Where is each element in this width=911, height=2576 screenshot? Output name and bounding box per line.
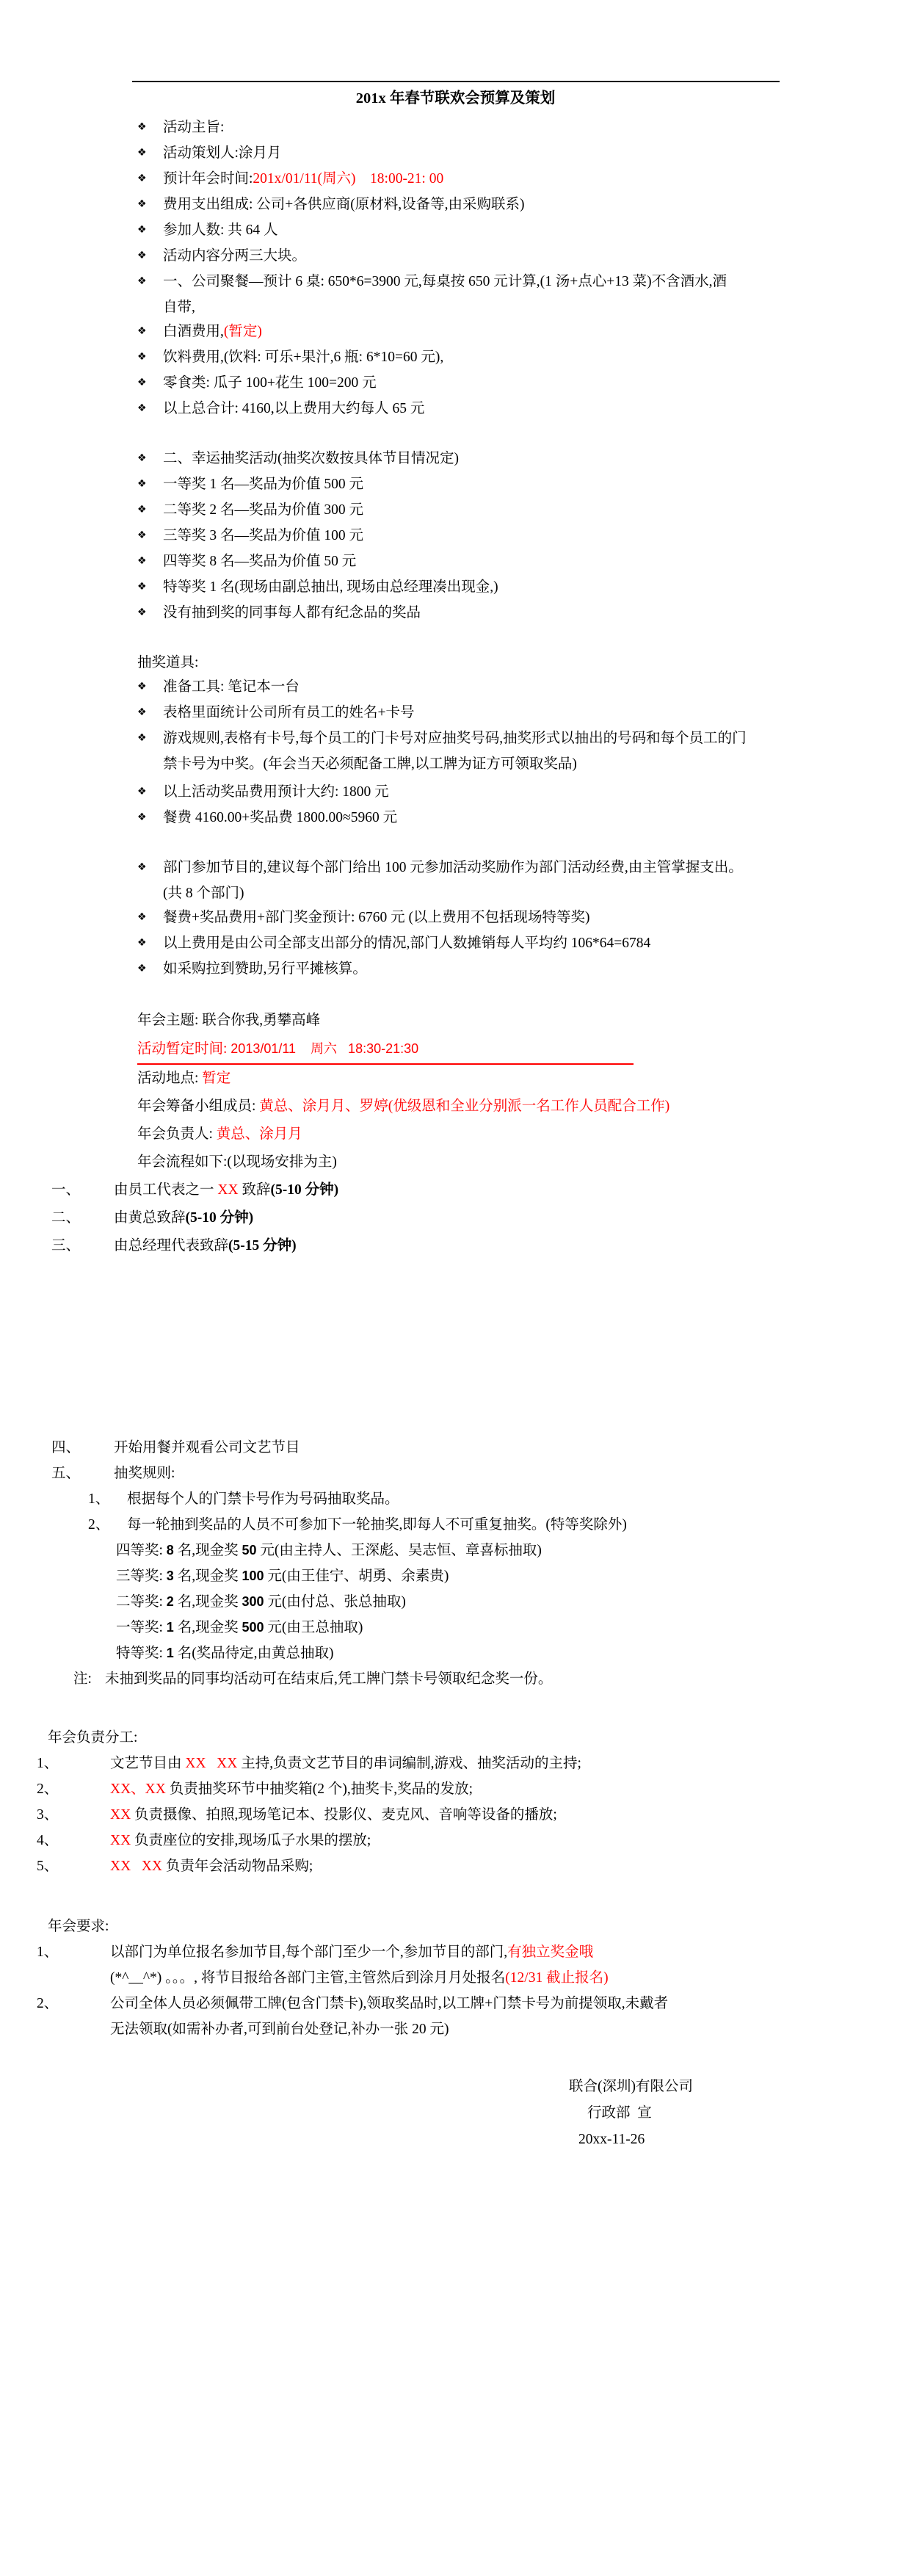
text-segment: 名,现金奖: [173, 1594, 242, 1610]
list-marker: 一、: [51, 1182, 81, 1198]
bullet-diamond-icon: ❖: [137, 147, 147, 159]
text-segment: 元(由主持人、王深彪、吴志恒、章喜标抽取): [256, 1543, 542, 1558]
text-segment: 零食类: 瓜子 100+花生 100=200 元: [163, 375, 377, 391]
bullet-item: [0, 371, 911, 397]
text-segment: 年会筹备小组成员:: [137, 1099, 260, 1114]
bullet-item: [0, 167, 911, 192]
text-segment: 二等奖 2 名—奖品为价值 300 元: [163, 502, 364, 518]
sub-item: [0, 1486, 911, 1512]
text-line: [0, 1725, 911, 1751]
text-segment: 预计年会时间:: [163, 171, 253, 187]
list-marker: 1、: [37, 1944, 59, 1960]
list-marker: 4、: [37, 1833, 59, 1848]
text-segment: 游戏规则,表格有卡号,每个员工的门卡号对应抽奖号码,抽奖形式以抽出的号码和每个员工的门: [163, 731, 747, 746]
bullet-item: [0, 319, 911, 345]
wrap-line: [0, 295, 911, 319]
text-segment: 没有抽到奖的同事每人都有纪念品的奖品: [163, 605, 421, 621]
flow-step: [0, 1232, 911, 1260]
text-segment: 年会负责人:: [137, 1126, 217, 1142]
text-segment: 2: [166, 1594, 174, 1609]
numbered-item: [0, 1853, 911, 1879]
text-segment: XX: [110, 1807, 131, 1823]
text-segment: 20xx-11-26: [578, 2132, 645, 2147]
text-segment: 饮料费用,(饮料: 可乐+果汁,6 瓶: 6*10=60 元),: [163, 350, 444, 365]
list-marker: 五、: [51, 1466, 81, 1481]
text-segment: 部门参加节目的,建议每个部门给出 100 元参加活动奖励作为部门活动经费,由主管掌握支出。: [163, 860, 743, 875]
list-marker: 3、: [37, 1807, 59, 1823]
text-segment: 主持,负责文艺节目的串词编制,游戏、抽奖活动的主持;: [237, 1756, 581, 1771]
bullet-item: [0, 855, 911, 881]
text-segment: 名,现金奖: [173, 1620, 242, 1635]
bullet-item: [0, 726, 911, 752]
text-segment: 300: [242, 1594, 264, 1609]
text-segment: 自带,: [163, 300, 195, 315]
spacer: [0, 626, 911, 651]
bullet-item: [0, 141, 911, 167]
text-segment: 年会主题: 联合你我,勇攀高峰: [137, 1013, 321, 1028]
text-segment: 以上总合计: 4160,以上费用大约每人 65 元: [163, 401, 425, 416]
spacer: [0, 983, 911, 1007]
wrap-line: [0, 881, 911, 905]
bullet-diamond-icon: ❖: [137, 452, 147, 464]
prize-line: [0, 1615, 911, 1640]
prize-line: [0, 1563, 911, 1589]
sub-item: [0, 1512, 911, 1538]
bullet-item: [0, 524, 911, 549]
text-segment: 公司全体人员必须佩带工牌(包含门禁卡),领取奖品时,以工牌+门禁卡号为前提领取,未戴者: [110, 1996, 669, 2011]
prize-line: [0, 1589, 911, 1615]
list-marker: 1、: [88, 1491, 110, 1507]
text-segment: 无法领取(如需补办者,可到前台处登记,补办一张 20 元): [110, 2022, 449, 2037]
text-segment: 201x/01/11(周六) 18:00-21: 00: [253, 171, 444, 187]
text-segment: 三等奖:: [116, 1569, 167, 1584]
text-segment: 名,现金奖: [173, 1569, 242, 1584]
bullet-diamond-icon: ❖: [137, 911, 147, 923]
text-segment: 有独立奖金哦: [507, 1944, 594, 1960]
flow-step: [0, 1204, 911, 1232]
text-line: [0, 1035, 911, 1065]
text-segment: 禁卡号为中奖。(年会当天必须配备工牌,以工牌为证方可领取奖品): [163, 756, 577, 772]
bullet-item: [0, 931, 911, 957]
bullet-diamond-icon: ❖: [137, 861, 147, 873]
text-segment: 抽奖规则:: [114, 1466, 175, 1481]
bullet-item: [0, 115, 911, 141]
text-segment: 联合(深圳)有限公司: [569, 2079, 693, 2094]
note-line: [0, 1666, 911, 1692]
text-segment: 未抽到奖品的同事均活动可在结束后,凭工牌门禁卡号领取纪念奖一份。: [105, 1671, 553, 1687]
bullet-item: [0, 806, 911, 831]
numbered-item: [0, 1828, 911, 1853]
bullet-diamond-icon: ❖: [137, 121, 147, 133]
text-line: [0, 1065, 911, 1093]
text-segment: 500: [242, 1620, 264, 1635]
text-segment: 年会负责分工:: [48, 1730, 138, 1745]
text-line: [0, 1914, 911, 1939]
bullet-diamond-icon: ❖: [137, 325, 147, 337]
text-segment: 负责年会活动物品采购;: [161, 1859, 313, 1874]
text-segment: (*^__^*) 。。。, 将节目报给各部门主管,主管然后到涂月月处报名: [110, 1970, 506, 1986]
bullet-item: [0, 957, 911, 983]
text-segment: (5-10 分钟): [270, 1182, 339, 1198]
bullet-item: [0, 269, 911, 295]
text-segment: 年会流程如下:(以现场安排为主): [137, 1154, 337, 1170]
list-marker: 5、: [37, 1859, 59, 1874]
bullet-diamond-icon: ❖: [137, 555, 147, 567]
text-segment: 活动主旨:: [163, 120, 225, 135]
bullet-diamond-icon: ❖: [137, 351, 147, 363]
text-segment: XX XX: [185, 1756, 238, 1771]
text-segment: 二等奖:: [116, 1594, 167, 1610]
bullet-item: [0, 601, 911, 626]
bullet-item: [0, 192, 911, 218]
spacer: [0, 422, 911, 446]
text-segment: 名,现金奖: [173, 1543, 242, 1558]
bullet-item: [0, 446, 911, 472]
list-marker: 2、: [88, 1517, 110, 1533]
text-segment: 由员工代表之一: [114, 1182, 218, 1198]
numbered-item: [0, 1751, 911, 1776]
text-segment: 活动策划人:涂月月: [163, 145, 282, 161]
text-segment: 以部门为单位报名参加节目,每个部门至少一个,参加节目的部门,: [110, 1944, 508, 1960]
bullet-diamond-icon: ❖: [137, 224, 147, 236]
list-marker: 注:: [73, 1671, 92, 1687]
text-segment: 表格里面统计公司所有员工的姓名+卡号: [163, 705, 415, 720]
wrap-line: [0, 1965, 911, 1991]
bullet-diamond-icon: ❖: [137, 275, 147, 287]
text-segment: 负责座位的安排,现场瓜子水果的摆放;: [131, 1833, 371, 1848]
text-segment: 8: [166, 1543, 174, 1557]
text-segment: 餐费+奖品费用+部门奖金预计: 6760 元 (以上费用不包括现场特等奖): [163, 910, 590, 925]
bullet-diamond-icon: ❖: [137, 198, 147, 210]
text-segment: 开始用餐并观看公司文艺节目: [114, 1440, 300, 1455]
bullet-item: [0, 575, 911, 601]
bullet-diamond-icon: ❖: [137, 250, 147, 261]
text-segment: 黄总、涂月月: [216, 1126, 302, 1142]
text-segment: 每一轮抽到奖品的人员不可参加下一轮抽奖,即每人不可重复抽奖。(特等奖除外): [127, 1517, 627, 1533]
text-segment: 一等奖:: [116, 1620, 167, 1635]
flow-step: [0, 1461, 911, 1486]
text-line: [0, 651, 911, 675]
text-segment: 负责抽奖环节中抽奖箱(2 个),抽奖卡,奖品的发放;: [165, 1781, 473, 1797]
spacer: [0, 1692, 911, 1725]
bullet-diamond-icon: ❖: [137, 529, 147, 541]
bullet-diamond-icon: ❖: [137, 732, 147, 744]
text-segment: 1: [166, 1620, 174, 1635]
text-segment: 四等奖 8 名—奖品为价值 50 元: [163, 554, 357, 569]
text-segment: 元(由付总、张总抽取): [264, 1594, 406, 1610]
spacer: [0, 2042, 911, 2074]
text-segment: 负责摄像、拍照,现场笔记本、投影仪、麦克风、音响等设备的播放;: [131, 1807, 557, 1823]
text-segment: 黄总、涂月月、罗婷(优级恩和全业分别派一名工作人员配合工作): [259, 1099, 670, 1114]
text-segment: 准备工具: 笔记本一台: [163, 679, 300, 695]
bullet-item: [0, 905, 911, 931]
text-segment: 以上活动奖品费用预计大约: 1800 元: [163, 784, 389, 800]
bullet-item: [0, 780, 911, 806]
text-segment: 根据每个人的门禁卡号作为号码抽取奖品。: [127, 1491, 399, 1507]
text-segment: 由总经理代表致辞: [114, 1238, 229, 1253]
numbered-item: [0, 1802, 911, 1828]
text-segment: 1: [166, 1646, 174, 1660]
text-segment: 名(奖品待定,由黄总抽取): [173, 1646, 334, 1661]
text-segment: 白酒费用,: [163, 324, 224, 339]
prize-line: [0, 1538, 911, 1563]
bullet-item: [0, 218, 911, 244]
text-segment: XX XX: [110, 1859, 162, 1874]
text-segment: 元(由王佳宁、胡勇、余素贵): [264, 1569, 449, 1584]
text-segment: 以上费用是由公司全部支出部分的情况,部门人数摊销每人平均约 106*64=6784: [163, 936, 651, 951]
list-marker: 2、: [37, 1996, 59, 2011]
bullet-diamond-icon: ❖: [137, 607, 147, 618]
text-segment: 暂定: [202, 1071, 231, 1086]
list-marker: 三、: [51, 1238, 81, 1253]
bullet-diamond-icon: ❖: [137, 811, 147, 823]
bullet-diamond-icon: ❖: [137, 581, 147, 593]
text-segment: 年会要求:: [48, 1919, 109, 1934]
text-segment: 餐费 4160.00+奖品费 1800.00≈5960 元: [163, 810, 398, 825]
text-segment: 活动内容分两三大块。: [163, 248, 307, 264]
text-segment: 特等奖 1 名(现场由副总抽出, 现场由总经理凑出现金,): [163, 579, 498, 595]
bullet-item: [0, 549, 911, 575]
text-segment: 元(由王总抽取): [264, 1620, 363, 1635]
bullet-diamond-icon: ❖: [137, 377, 147, 388]
list-marker: 1、: [37, 1756, 59, 1771]
text-segment: 3: [166, 1569, 174, 1583]
bullet-item: [0, 472, 911, 498]
text-segment: 一、公司聚餐—预计 6 桌: 650*6=3900 元,每桌按 650 元计算,(1 汤+点心+13 菜)不含酒水,酒: [163, 274, 727, 289]
text-segment: 活动暂定时间:: [137, 1041, 231, 1057]
text-line: [0, 1093, 911, 1121]
text-segment: 四等奖:: [116, 1543, 167, 1558]
wrap-line: [0, 2016, 911, 2042]
text-segment: 活动地点:: [137, 1071, 203, 1086]
bullet-item: [0, 397, 911, 422]
list-marker: 二、: [51, 1210, 81, 1226]
bullet-item: [0, 498, 911, 524]
spacer: [0, 1879, 911, 1914]
bullet-diamond-icon: ❖: [137, 402, 147, 414]
flow-step: [0, 1176, 911, 1204]
bullet-item: [0, 345, 911, 371]
text-segment: 费用支出组成: 公司+各供应商(原材料,设备等,由采购联系): [163, 197, 525, 212]
text-line: [0, 1007, 911, 1035]
footer-line: [0, 2100, 911, 2127]
text-segment: (暂定): [223, 324, 262, 339]
text-segment: 致辞: [238, 1182, 271, 1198]
footer-line: [0, 2074, 911, 2100]
text-segment: 2013/01/11 周六 18:30-21:30: [231, 1041, 419, 1056]
text-line: [0, 1121, 911, 1148]
text-line: [0, 1148, 911, 1176]
list-marker: 2、: [37, 1781, 59, 1797]
numbered-item: [0, 1939, 911, 1965]
text-segment: (12/31 截止报名): [505, 1970, 609, 1986]
bullet-diamond-icon: ❖: [137, 478, 147, 490]
wrap-line: [0, 752, 911, 776]
bullet-item: [0, 701, 911, 726]
page-title: 201x 年春节联欢会预算及策划: [355, 90, 556, 106]
prize-line: [0, 1640, 911, 1666]
bullet-item: [0, 675, 911, 701]
red-underline: [137, 1035, 634, 1065]
text-segment: (5-15 分钟): [228, 1238, 297, 1253]
text-segment: (5-10 分钟): [185, 1210, 254, 1226]
text-segment: 特等奖:: [116, 1646, 167, 1661]
bullet-diamond-icon: ❖: [137, 504, 147, 515]
footer-line: [0, 2127, 911, 2153]
text-segment: 如采购拉到赞助,另行平摊核算。: [163, 961, 367, 977]
text-segment: XX、XX: [110, 1781, 166, 1797]
numbered-item: [0, 1991, 911, 2016]
bullet-diamond-icon: ❖: [137, 963, 147, 974]
text-segment: 由黄总致辞: [114, 1210, 186, 1226]
bullet-item: [0, 244, 911, 269]
text-segment: 抽奖道具:: [137, 655, 199, 670]
document-body: [0, 81, 911, 2153]
spacer: [0, 831, 911, 855]
text-segment: 50: [242, 1543, 257, 1557]
text-segment: 文艺节目由: [110, 1756, 186, 1771]
text-segment: 一等奖 1 名—奖品为价值 500 元: [163, 477, 364, 492]
flow-step: [0, 1435, 911, 1461]
bullet-diamond-icon: ❖: [137, 786, 147, 797]
text-segment: 参加人数: 共 64 人: [163, 222, 278, 238]
bullet-diamond-icon: ❖: [137, 937, 147, 949]
text-segment: (共 8 个部门): [163, 886, 244, 901]
spacer: [0, 1260, 911, 1435]
text-segment: 100: [242, 1569, 264, 1583]
text-segment: XX: [110, 1833, 131, 1848]
text-segment: 三等奖 3 名—奖品为价值 100 元: [163, 528, 364, 543]
bullet-diamond-icon: ❖: [137, 706, 147, 718]
bullet-diamond-icon: ❖: [137, 681, 147, 692]
numbered-item: [0, 1776, 911, 1802]
list-marker: 四、: [51, 1440, 81, 1455]
text-segment: XX: [217, 1182, 239, 1198]
text-segment: 行政部 宣: [587, 2105, 652, 2121]
text-segment: 二、幸运抽奖活动(抽奖次数按具体节目情况定): [163, 451, 459, 466]
bullet-diamond-icon: ❖: [137, 173, 147, 184]
